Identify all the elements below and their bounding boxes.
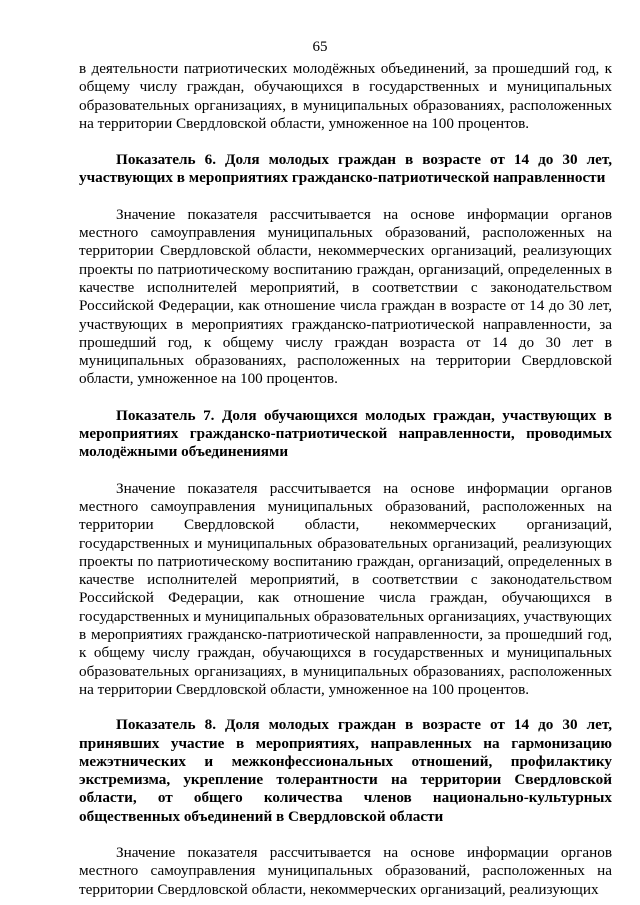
indicator-8-heading: Показатель 8. Доля молодых граждан в возрасте от 14 до 30 лет, принявших участие в мероприятиях, направленных на гармонизацию межэтнических и межконфессиональных отношений, профилактику экстремизма, укрепление толерантности на территории Свердловской области, от общего количества членов национально-культурных общественных объединений в Свердловской области [79, 716, 612, 825]
document-body [79, 60, 612, 899]
indicator-7-description: Значение показателя рассчитывается на основе информации органов местного самоуправления муниципальных образований, расположенных на территории Свердловской области, некоммерческих организаций, государственных и муниципальных образовательных организаций, реализующих проекты по патриотическому воспитанию граждан, организаций, определенных в качестве исполнителей мероприятий, в соответствии с законодательством Российской Федерации, как отношение числа граждан, обучающихся в государственных и муниципальных образовательных организациях, участвующих в мероприятиях гражданско-патриотической направленности, за прошедший год, к общему числу граждан, обучающихся в государственных и муниципальных образовательных организациях, в муниципальных образованиях, расположенных на территории Свердловской области, умноженное на 100 процентов. [79, 479, 613, 698]
paragraph-continuation: в деятельности патриотических молодёжных объединений, за прошедший год, к общему числу граждан, обучающихся в государственных и муниципальных образовательных организациях, в муниципальных образованиях, расположенных на территории Свердловской области, умноженное на 100 процентов. [79, 60, 612, 132]
indicator-8-description: Значение показателя рассчитывается на основе информации органов местного самоуправления муниципальных образований, расположенных на территории Свердловской области, некоммерческих организаций, реализующих [79, 843, 612, 898]
indicator-6-heading: Показатель 6. Доля молодых граждан в возрасте от 14 до 30 лет, участвующих в мероприятиях гражданско-патриотической направленности [79, 151, 612, 187]
page-number: 65 [312, 39, 328, 55]
indicator-7-heading: Показатель 7. Доля обучающихся молодых граждан, участвующих в мероприятиях гражданско-патриотической направленности, проводимых молодёжными объединениями [79, 406, 612, 461]
indicator-6-description: Значение показателя рассчитывается на основе информации органов местного самоуправления муниципальных образований, расположенных на территории Свердловской области, некоммерческих организаций, реализующих проекты по патриотическому воспитанию граждан, организаций, определенных в качестве исполнителей мероприятий, в соответствии с законодательством Российской Федерации, как отношение числа граждан в возрасте от 14 до 30 лет, участвующих в мероприятиях гражданско-патриотической направленности, за прошедший год, к общему числу граждан возраста от 14 до 30 лет в муниципальных образованиях, расположенных на территории Свердловской области, умноженное на 100 процентов. [79, 205, 612, 388]
